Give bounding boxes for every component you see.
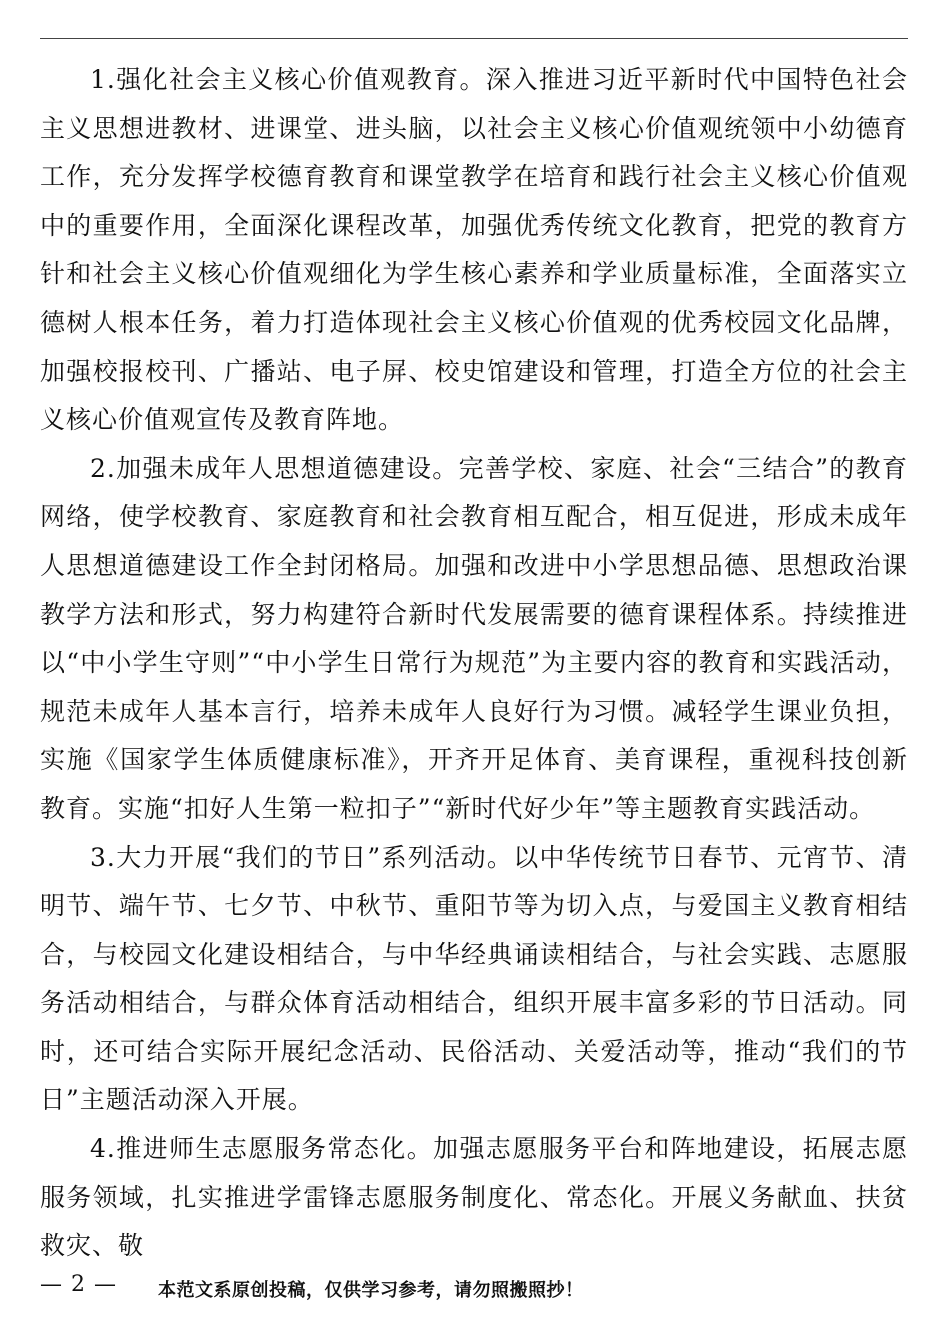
document-body — [40, 56, 908, 1271]
paragraph-3: 3.大力开展“我们的节日”系列活动。以中华传统节日春节、元宵节、清明节、端午节、七夕节、中秋节、重阳节等为切入点，与爱国主义教育相结合，与校园文化建设相结合，与中华经典诵读相结合，与社会实践、志愿服务活动相结合，与群众体育活动相结合，组织开展丰富多彩的节日活动。同时，还可结合实际开展纪念活动、民俗活动、关爱活动等，推动“我们的节日”主题活动深入开展。 — [40, 842, 908, 1115]
page-footer — [40, 1264, 908, 1304]
top-divider — [40, 38, 908, 39]
footer-disclaimer: 本范文系原创投稿，仅供学习参考，请勿照搬照抄！ — [158, 1280, 584, 1301]
page-number: — 2 — — [40, 1272, 117, 1297]
paragraph-1: 1.强化社会主义核心价值观教育。深入推进习近平新时代中国特色社会主义思想进教材、进课堂、进头脑，以社会主义核心价值观统领中小幼德育工作，充分发挥学校德育教育和课堂教学在培育和践行社会主义核心价值观中的重要作用，全面深化课程改革，加强优秀传统文化教育，把党的教育方针和社会主义核心价值观细化为学生核心素养和学业质量标准，全面落实立德树人根本任务，着力打造体现社会主义核心价值观的优秀校园文化品牌，加强校报校刊、广播站、电子屏、校史馆建设和管理，打造全方位的社会主义核心价值观宣传及教育阵地。 — [40, 65, 908, 435]
paragraph-4: 4.推进师生志愿服务常态化。加强志愿服务平台和阵地建设，拓展志愿服务领域，扎实推进学雷锋志愿服务制度化、常态化。开展义务献血、扶贫救灾、敬 — [40, 1134, 908, 1261]
paragraph-2: 2.加强未成年人思想道德建设。完善学校、家庭、社会“三结合”的教育网络，使学校教育、家庭教育和社会教育相互配合，相互促进，形成未成年人思想道德建设工作全封闭格局。加强和改进中小学思想品德、思想政治课教学方法和形式，努力构建符合新时代发展需要的德育课程体系。持续推进以“中小学生守则”“中小学生日常行为规范”为主要内容的教育和实践活动，规范未成年人基本言行，培养未成年人良好行为习惯。减轻学生课业负担，实施《国家学生体质健康标准》，开齐开足体育、美育课程，重视科技创新教育。实施“扣好人生第一粒扣子”“新时代好少年”等主题教育实践活动。 — [40, 453, 908, 823]
